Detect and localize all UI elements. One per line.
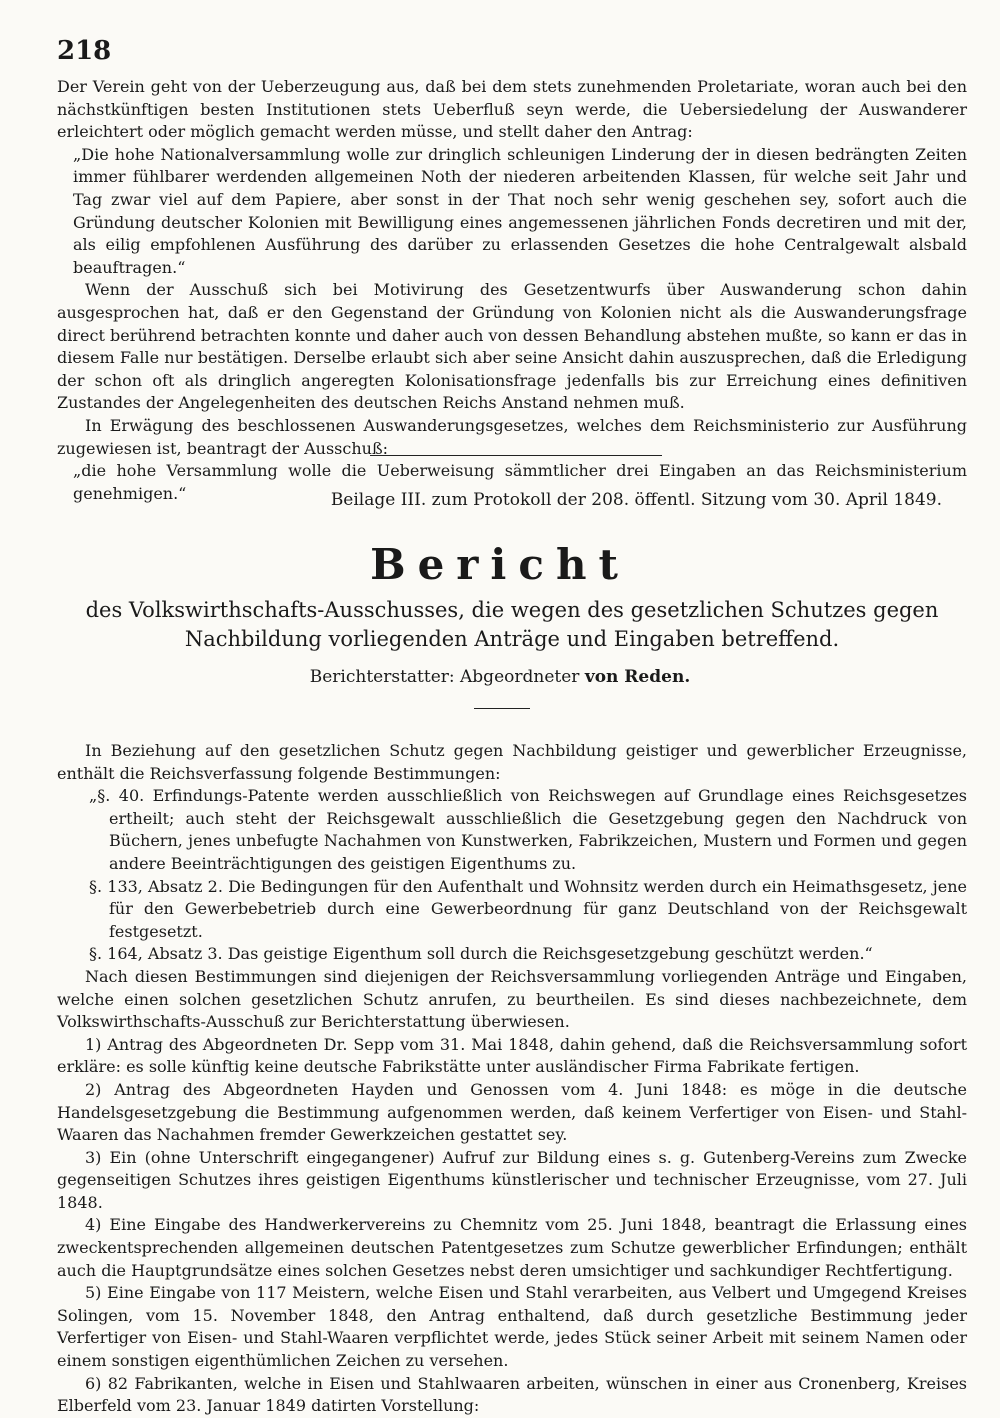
reporter-name: von Reden. xyxy=(584,667,691,687)
appendix-caption: Beilage III. zum Protokoll der 208. öffentl. Sitzung vom 30. April 1849. xyxy=(330,490,942,510)
report-body xyxy=(57,740,967,1418)
intro-paragraph: In Erwägung des beschlossenen Auswanderungsgesetzes, welches dem Reichsministerio zur Ausführung zugewiesen ist, beantragt der Ausschuß: xyxy=(57,415,967,458)
report-heading: Bericht xyxy=(370,540,630,589)
body-paragraph: Nach diesen Bestimmungen sind diejenigen der Reichsversammlung vorliegenden Anträge und Eingaben, welche einen solchen gesetzlichen Schutz anrufen, zu beurtheilen. Es sind dieses nachbezeichnete, dem Volkswirthschafts-Ausschuß zur Berichterstattung überwiesen. xyxy=(57,966,967,1032)
list-item: 4) Eine Eingabe des Handwerkervereins zu Chemnitz vom 25. Juni 1848, beantragt die Erlassung eines zweckentsprechenden allgemeinen deutschen Patentgesetzes zum Schutze gewerblicher Erfindungen; enthält auch die Hauptgrundsätze eines solchen Gesetzes nebst deren umsichtiger und sachkundiger Rechtfertigung. xyxy=(57,1215,967,1280)
intro-quote: „Die hohe Nationalversammlung wolle zur dringlich schleunigen Linderung der in diesen bedrängten Zeiten immer fühlbarer werdenden allgemeinen Noth der niederen arbeitenden Klassen, für welche seit Jahr und Tag zwar viel auf dem Papiere, aber sonst in der That noch sehr wenig geschehen sey, sofort auch die Gründung deutscher Kolonien mit Bewilligung eines angemessenen jährlichen Fonds decretiren und mit der, als eilig empfohlenen Ausführung des darüber zu erlassenden Gesetzes die hohe Centralgewalt alsbald beauftragen.“ xyxy=(73,144,967,277)
body-paragraph: In Beziehung auf den gesetzlichen Schutz gegen Nachbildung geistiger und gewerblicher Erzeugnisse, enthält die Reichsverfassung folgende Bestimmungen: xyxy=(57,741,967,783)
intro-paragraph: Wenn der Ausschuß sich bei Motivirung des Gesetzentwurfs über Auswanderung schon dahin ausgesprochen hat, daß er den Gegenstand der Gründung von Kolonien nicht als die Auswanderungsfrage direct berührend betrachten konnte und daher auch von dessen Behandlung abstehen mußte, so kann er das in diesem Falle nur bestätigen. Derselbe erlaubt sich aber seine Ansicht dahin auszusprechen, daß die Erledigung der schon oft als dringlich angeregten Kolonisationsfrage jedenfalls bis zur Erreichung eines definitiven Zustandes der Angelegenheiten des deutschen Reichs Anstand nehmen muß. xyxy=(57,280,967,413)
list-item: 5) Eine Eingabe von 117 Meistern, welche Eisen und Stahl verarbeiten, aus Velbert und Umgegend Kreises Solingen, vom 15. November 1848, den Antrag enthaltend, daß durch gesetzliche Bestimmung jeder Verfertiger von Eisen- und Stahl-Waaren verpflichtet werde, jedes Stück seiner Arbeit mit seinem Namen oder einem sonstigen eigenthümlichen Zeichen zu versehen. xyxy=(57,1283,967,1371)
reporter-label: Berichterstatter: Abgeordneter xyxy=(309,667,580,687)
section-divider xyxy=(370,455,662,456)
intro-section xyxy=(57,76,967,505)
intro-paragraph: Der Verein geht von der Ueberzeugung aus, daß bei dem stets zunehmenden Proletariate, woran auch bei den nächstkünftigen besten Institutionen stets Ueberfluß seyn werde, die Uebersiedelung der Auswanderer erleichtert oder möglich gemacht werden müsse, und stellt daher den Antrag: xyxy=(57,77,967,142)
short-divider xyxy=(474,708,530,709)
constitution-article: §. 133, Absatz 2. Die Bedingungen für den Aufenthalt und Wohnsitz werden durch ein Heimathsgesetz, jene für den Gewerbebetrieb durch eine Gewerbeordnung für ganz Deutschland von der Reichsgewalt festgesetzt. xyxy=(89,876,967,941)
list-item: 3) Ein (ohne Unterschrift eingegangener) Aufruf zur Bildung eines s. g. Gutenberg-Vereins zum Zwecke gegenseitigen Schutzes ihres geistigen Eigenthums künstlerischer und technischer Erzeugnisse, vom 27. Juli 1848. xyxy=(57,1147,967,1212)
list-item: 1) Antrag des Abgeordneten Dr. Sepp vom 31. Mai 1848, dahin gehend, daß die Reichsversammlung sofort erkläre: es solle künftig keine deutsche Fabrikstätte unter ausländischer Firma Fabrikate fertigen. xyxy=(57,1034,967,1077)
list-item: 6) 82 Fabrikanten, welche in Eisen und Stahlwaaren arbeiten, wünschen in einer aus Cronenberg, Kreises Elberfeld vom 23. Januar 1849 datirten Vorstellung: xyxy=(57,1373,967,1416)
page-number: 218 xyxy=(57,36,112,66)
list-item: 2) Antrag des Abgeordneten Hayden und Genossen vom 4. Juni 1848: es möge in die deutsche Handelsgesetzgebung die Bestimmung aufgenommen werden, daß keinem Verfertiger von Eisen- und Stahl-Waaren das Nachahmen fremder Gewerkzeichen gestattet sey. xyxy=(57,1079,967,1145)
intro-quote: „die hohe Versammlung wolle die Ueberweisung sämmtlicher drei Eingaben an das Reichsministerium genehmigen.“ xyxy=(73,461,967,503)
constitution-article: „§. 40. Erfindungs-Patente werden ausschließlich von Reichswegen auf Grundlage eines Reichsgesetzes ertheilt; auch steht der Reichsgewalt ausschließlich die Gesetzgebung gegen den Nachdruck von Büchern, jenes unbefugte Nachahmen von Kunstwerken, Fabrikzeichen, Mustern und Formen und gegen andere Beeinträchtigungen des geistigen Eigenthums zu. xyxy=(89,786,967,873)
report-subtitle: des Volkswirthschafts-Ausschusses, die wegen des gesetzlichen Schutzes gegen Nachbildung vorliegenden Anträge und Eingaben betreffend. xyxy=(85,598,939,651)
reporter-line xyxy=(0,667,1000,687)
constitution-article: §. 164, Absatz 3. Das geistige Eigenthum soll durch die Reichsgesetzgebung geschützt werden.“ xyxy=(89,944,873,964)
